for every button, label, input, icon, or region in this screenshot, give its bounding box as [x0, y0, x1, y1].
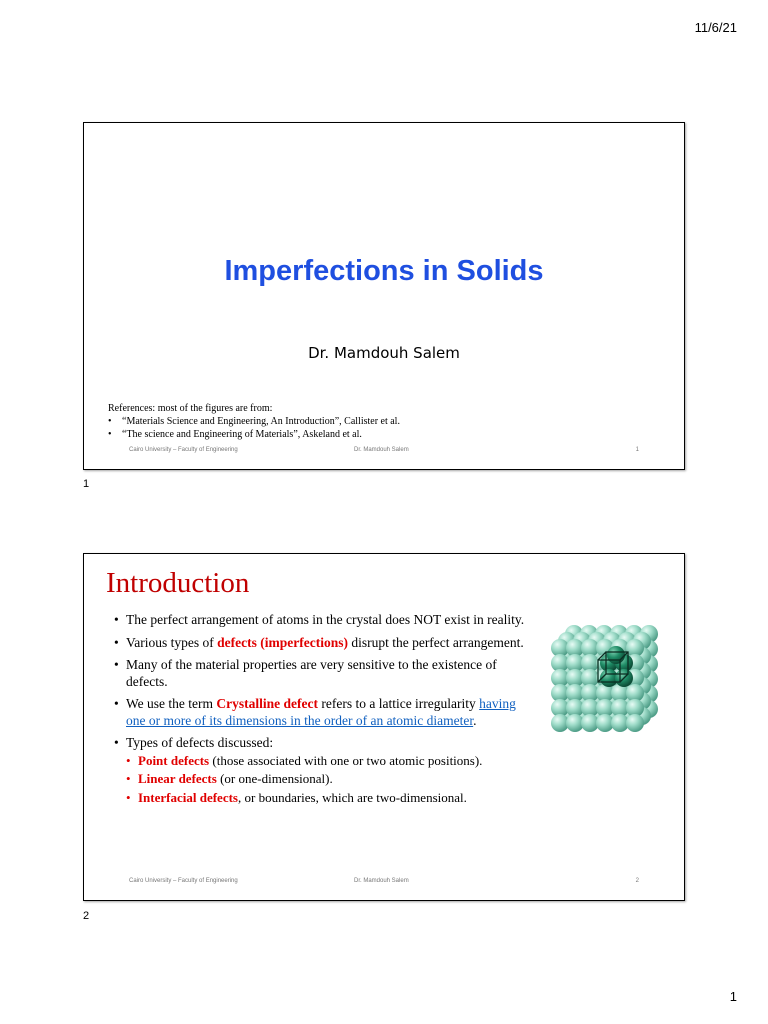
page-date: 11/6/21 — [694, 20, 737, 35]
sub-bullet-item — [126, 790, 532, 807]
crystal-lattice-image — [546, 620, 674, 750]
footer-slide-number: 2 — [635, 878, 639, 884]
definition-link[interactable]: having one or more of its dimensions in the order of an atomic diameter — [126, 696, 516, 728]
reference-item: • “The science and Engineering of Materials”, Askeland et al. — [108, 428, 668, 441]
bullet-text: refers to a lattice irregularity — [317, 696, 480, 711]
slide-author: Dr. Mamdouh Salem — [308, 344, 460, 362]
highlighted-atom — [607, 646, 625, 664]
page-number: 1 — [729, 989, 737, 1004]
bullet-item — [112, 635, 532, 652]
sub-bullet-item — [126, 771, 532, 788]
bullet-item — [112, 696, 532, 729]
bullet-text: , or boundaries, which are two-dimensional. — [238, 789, 467, 805]
slide-title: Imperfections in Solids — [224, 255, 544, 287]
slide-footer — [84, 878, 684, 890]
bullet-text: (those associated with one or two atomic positions). — [209, 752, 483, 768]
bullet-text: The perfect arrangement of atoms in the crystal does NOT exist in reality. — [126, 612, 525, 627]
bullet-text: Many of the material properties are very sensitive to the existence of defects. — [126, 657, 497, 689]
bullet-text: . — [473, 712, 477, 728]
footer-author: Dr. Mamdouh Salem — [354, 878, 409, 884]
highlight-text: defects (imperfections) — [217, 634, 348, 650]
bullet-text: disrupt the perfect arrangement. — [347, 634, 524, 650]
slide-footer — [84, 447, 684, 459]
sub-bullet-list — [126, 753, 532, 807]
sub-bullet-item — [126, 753, 532, 770]
reference-item: • “Materials Science and Engineering, An Introduction”, Callister et al. — [108, 415, 668, 428]
slide-title: Introduction — [106, 567, 250, 599]
footer-institution: Cairo University – Faculty of Engineering — [129, 447, 238, 453]
references-list — [108, 415, 668, 441]
references-heading: References: most of the figures are from: — [108, 403, 273, 414]
footer-author: Dr. Mamdouh Salem — [354, 447, 409, 453]
slide-number-label: 2 — [83, 910, 90, 922]
bullet-text: Various types of — [126, 634, 218, 650]
footer-institution: Cairo University – Faculty of Engineering — [129, 878, 238, 884]
atom-spheres — [551, 625, 658, 732]
bullet-text: (or one-dimensional). — [216, 771, 333, 786]
footer-slide-number: 1 — [635, 447, 639, 453]
slide-2 — [83, 553, 685, 901]
bullet-text: Types of defects discussed: — [126, 735, 274, 750]
atom-sphere — [626, 714, 644, 732]
bullet-item — [112, 612, 532, 629]
highlight-text: Linear defects — [138, 771, 217, 786]
bullet-text: We use the term — [126, 696, 217, 711]
references — [108, 402, 668, 441]
highlight-text: Crystalline defect — [216, 696, 318, 711]
bullet-list — [112, 612, 532, 812]
bullet-item — [112, 657, 532, 690]
bullet-item — [112, 735, 532, 806]
slide-1 — [83, 122, 685, 470]
highlight-text: Point defects — [138, 752, 210, 768]
slide-number-label: 1 — [83, 478, 90, 490]
highlight-text: Interfacial defects — [138, 789, 238, 805]
